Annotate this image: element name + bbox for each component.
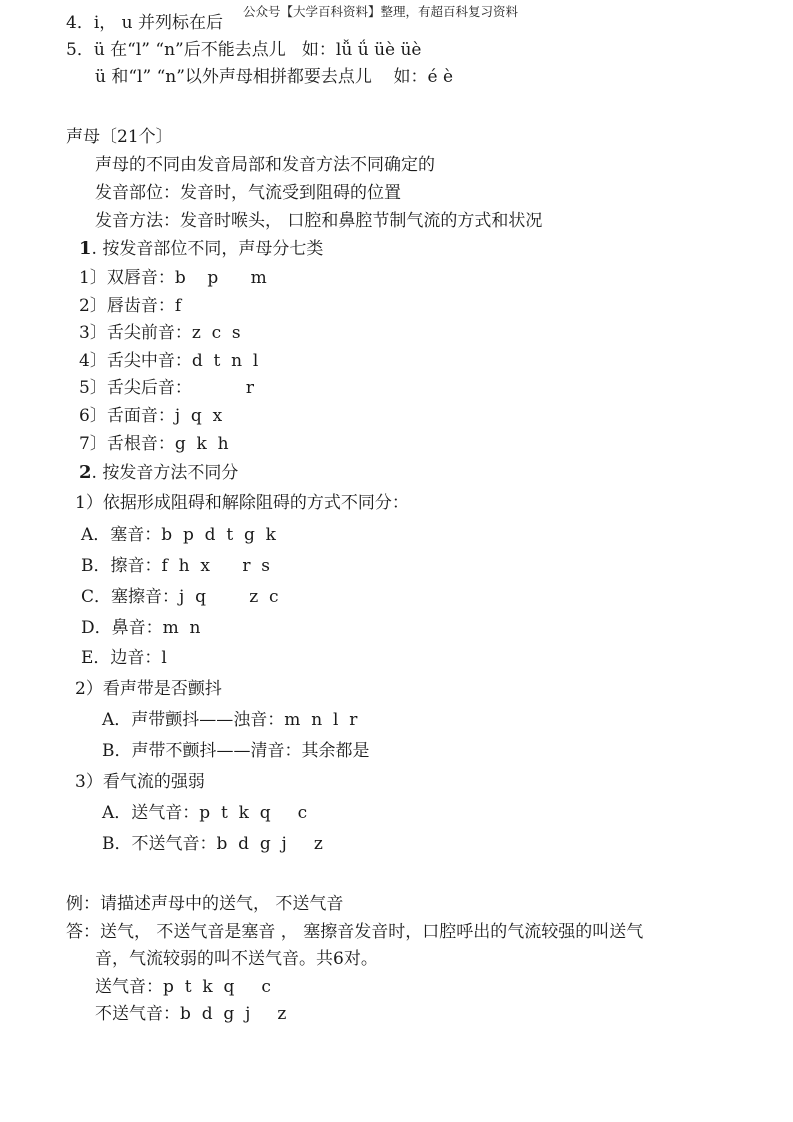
by-place-heading-text: . 按发音部位不同，声母分七类: [91, 239, 324, 259]
place-item: 2〕唇齿音：f: [79, 296, 182, 316]
place-item: 5〕舌尖后音： r: [79, 378, 254, 398]
example-unaspirated: 不送气音：b d g j z: [95, 1004, 287, 1024]
by-place-heading: [79, 238, 323, 260]
place-item: 4〕舌尖中音：d t n l: [79, 351, 259, 371]
manner-item: A．塞音：b p d t g k: [81, 525, 276, 545]
manner-sub-2: 2）看声带是否颤抖: [75, 679, 222, 699]
place-item: 3〕舌尖前音：z c s: [79, 323, 241, 343]
manner-sub-1: 1）依据形成阻碍和解除阻碍的方式不同分：: [75, 493, 409, 513]
place-item: 1〕双唇音：b p m: [79, 268, 267, 288]
rule-5: 5．ü 在“l” “n”后不能去点儿 如：lǚ ǘ üè üè: [66, 40, 422, 60]
example-aspirated: 送气音：p t k q c: [95, 977, 271, 997]
section-title: 声母〔21个〕: [66, 127, 173, 147]
manner-item: B．不送气音：b d g j z: [102, 834, 323, 854]
example-question: 例：请描述声母中的送气， 不送气音: [66, 894, 344, 914]
manner-item: B．声带不颤抖——清音：其余都是: [102, 741, 370, 761]
manner-item: C．塞擦音：j q z c: [81, 587, 279, 607]
by-manner-heading: [79, 462, 238, 484]
manner-sub-3: 3）看气流的强弱: [75, 772, 205, 792]
manner-item: A．送气音：p t k q c: [102, 803, 308, 823]
section-desc-2: 发音部位：发音时，气流受到阻碍的位置: [95, 183, 401, 203]
example-answer-2: 音，气流较弱的叫不送气音。共6对。: [95, 949, 378, 969]
manner-item: A．声带颤抖——浊音：m n l r: [102, 710, 358, 730]
example-answer-1: 答：送气， 不送气音是塞音 ， 塞擦音发音时，口腔呼出的气流较强的叫送气: [66, 922, 644, 942]
place-item: 7〕舌根音：g k h: [79, 434, 229, 454]
rule-4: 4．i， u 并列标在后: [66, 13, 224, 33]
section-desc-1: 声母的不同由发音局部和发音方法不同确定的: [95, 155, 435, 175]
manner-item: D．鼻音：m n: [81, 618, 201, 638]
manner-item: E．边音：l: [81, 648, 167, 668]
place-item: 6〕舌面音：j q x: [79, 406, 223, 426]
by-place-num: 1: [79, 238, 92, 259]
section-desc-3: 发音方法：发音时喉头， 口腔和鼻腔节制气流的方式和状况: [95, 211, 543, 231]
watermark: 公众号【大学百科资料】整理，有超百科复习资料: [243, 4, 519, 19]
by-manner-num: 2: [79, 462, 92, 483]
rule-5-cont: ü 和“l” “n”以外声母相拼都要去点儿 如：é è: [95, 67, 454, 87]
manner-item: B．擦音：f h x r s: [81, 556, 271, 576]
by-manner-heading-text: . 按发音方法不同分: [91, 463, 239, 483]
